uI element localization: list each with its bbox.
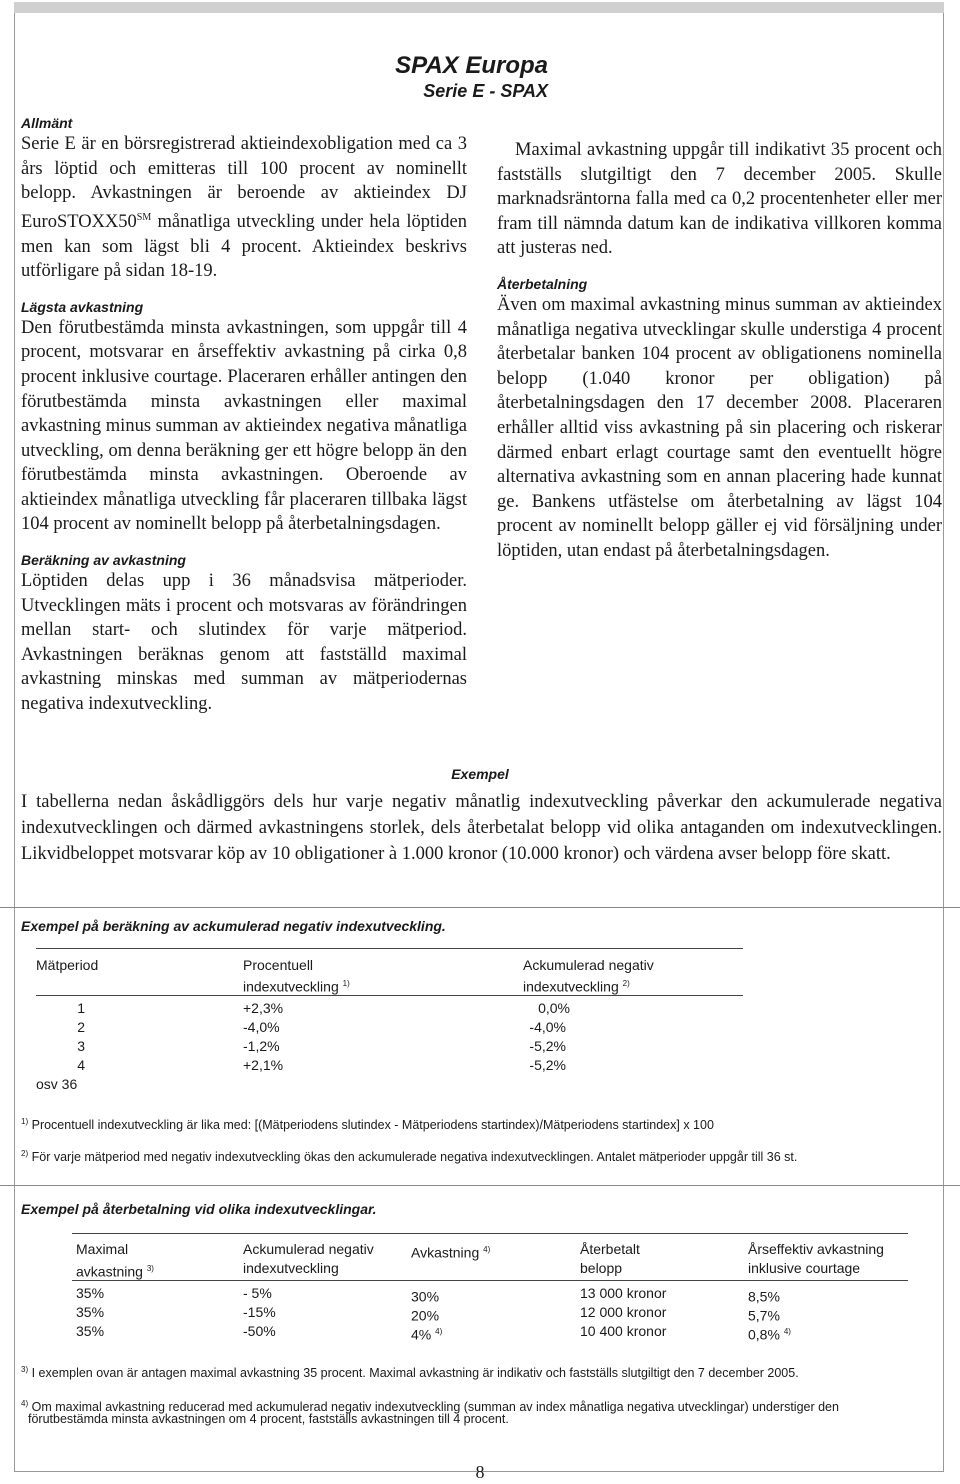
page-number: 8 (475, 1462, 485, 1482)
table2-row-ater: 10 400 kronor (580, 1323, 667, 1339)
table2-row-max: 35% (76, 1285, 105, 1301)
table2-header-max-line1: Maximal (76, 1241, 129, 1257)
section-heading-lagsta: Lägsta avkastning (21, 298, 144, 315)
section-heading-aterbetalning: Återbetalning (497, 275, 588, 292)
table1-row-acc: -5,2% (529, 1038, 566, 1054)
table2-row-acc: -50% (243, 1323, 276, 1339)
table2-header-ars-line2: inklusive courtage (748, 1260, 861, 1276)
divider (0, 907, 960, 908)
allmant-text: Serie E är en börsregistrerad aktieindexobligation med ca 3 års löptid och emitteras till 100 procent av nominellt belopp. Avkastningen är beroende av aktieindex DJ EuroSTOXX50℠ månatliga utveckling under hela löptiden men kan som lägst bli 4 procent. Aktieindex beskrivs utförligare på sidan 18-19. (21, 134, 467, 282)
footnote-2: $^{2)}$ För varje mätperiod med negativ indexutveckling ökas den ackumulerade negativa indexutvecklingen. Antalet mätperioder uppgår till 36 st. (21, 1149, 798, 1165)
table1-row-period: 3 (77, 1038, 85, 1054)
table1-row-pct: -4,0% (243, 1019, 280, 1035)
table2-row-acc: - 5% (243, 1285, 272, 1301)
table2-title: Exempel på återbetalning vid olika indexutvecklingar. (21, 1201, 377, 1217)
table2-row-avk: 30% (411, 1288, 440, 1305)
document-title: SPAX Europa (395, 52, 548, 79)
table2-row-ater: 13 000 kronor (580, 1285, 667, 1301)
document-subtitle: Serie E - SPAX (423, 81, 548, 101)
table2-header-max-line2: avkastning $^{3)}$ (76, 1263, 154, 1280)
lagsta-text: Den förutbestämda minsta avkastningen, som uppgår till 4 procent, motsvarar en årseffektiv avkastning på cirka 0,8 procent inklusive courtage. Placeraren erhåller antingen den förutbestämda minsta avkastningen eller maximal avkastning minus summan av aktieindex negativa månatliga utveckling, om denna beräkning ger ett högre belopp än den förutbestämda minsta avkastningen. Oberoende av aktieindex månatliga utveckling får placeraren tillbaka lägst 104 procent av nominellt belopp på återbetalningsdagen. (21, 317, 467, 535)
table2-row-ars: 0,8% $^{4)}$ (748, 1326, 791, 1343)
table1-row-acc: 0,0% (538, 1000, 570, 1016)
table1-row-period: 4 (77, 1057, 85, 1073)
left-column (21, 114, 467, 715)
table1-top-rule (36, 948, 743, 949)
exempel-heading: Exempel (451, 766, 509, 782)
service-mark: SM (136, 211, 152, 223)
table1-row-acc: -5,2% (529, 1057, 566, 1073)
footnote-3: $^{3)}$ I exemplen ovan är antagen maximal avkastning 35 procent. Maximal avkastning är indikativ och fastställs slutgiltigt den 7 december 2005. (21, 1365, 799, 1381)
right-column (497, 138, 942, 564)
divider (0, 1185, 960, 1186)
table1-row-pct: +2,3% (243, 1000, 284, 1016)
table2-row-ars: 8,5% (748, 1288, 780, 1305)
table2-header-ater-line2: belopp (580, 1260, 623, 1276)
table1-row-period: 2 (77, 1019, 85, 1035)
table1-header-pct-line1: Procentuell (243, 957, 314, 973)
table2-header-avk: Avkastning $^{4)}$ (411, 1244, 491, 1261)
table2-row-avk: 20% (411, 1307, 440, 1324)
table1-header-pct-line2: indexutveckling $^{1)}$ (243, 978, 350, 995)
table1-row-period: 1 (77, 1000, 85, 1016)
berakning-para2: Maximal avkastning uppgår till indikativt 35 procent och fastställs slutgiltigt den 7 december 2005. Skulle marknadsräntorna falla med ca 0,2 procentenheter eller mer fram till nämnda datum kan de indikativa villkoren komma att justeras ned. (497, 140, 942, 259)
table1-header-period: Mätperiod (36, 957, 99, 973)
document-header (395, 52, 548, 102)
table2-header-rule (72, 1280, 908, 1281)
top-gray-bar (14, 2, 944, 13)
berakning-text: Löptiden delas upp i 36 månadsvisa mätperioder. Utvecklingen mäts i procent och motsvaras av förändringen mellan start- och slutindex för varje mätperiod. Avkastningen beräknas genom att fastställd maximal avkastning minskas med summan av mätperiodernas negativa indexutveckling. (21, 571, 467, 715)
footnote-4: $^{4)}$ Om maximal avkastning reducerad med ackumulerad negativ indexutveckling (summan av index månatliga negativa utvecklingar) understiger den (21, 1399, 839, 1415)
table1-row-pct: -1,2% (243, 1038, 280, 1054)
table1-header-acc-line2: indexutveckling $^{2)}$ (523, 978, 630, 995)
table2-row-max: 35% (76, 1323, 105, 1339)
table1-row-acc: -4,0% (529, 1019, 566, 1035)
table1-title: Exempel på beräkning av ackumulerad negativ indexutveckling. (21, 918, 446, 934)
table2-header-acc-line2: indexutveckling (243, 1260, 339, 1276)
table1-row-pct: +2,1% (243, 1057, 284, 1073)
table2-header-ater-line1: Återbetalt (580, 1241, 640, 1257)
table2-row-avk: 4% $^{4)}$ (411, 1326, 443, 1343)
table2-top-rule (72, 1233, 908, 1234)
table2-header-ars-line1: Årseffektiv avkastning (748, 1241, 884, 1257)
table1-header-rule (36, 995, 743, 996)
table2-row-ars: 5,7% (748, 1307, 780, 1324)
table2-row-max: 35% (76, 1304, 105, 1320)
table2-header-acc-line1: Ackumulerad negativ (243, 1241, 374, 1257)
section-heading-allmant: Allmänt (21, 115, 73, 131)
exempel-text: I tabellerna nedan åskådliggörs dels hur varje negativ månatlig indexutveckling påverkar den ackumulerade negativa indexutvecklingen och därmed avkastningens storlek, dels återbetalat belopp vid olika antaganden om indexutvecklingen. Likvidbeloppet motsvarar köp av 10 obligationer à 1.000 kronor (10.000 kronor) och värdena avser belopp före skatt. (21, 792, 942, 864)
footnote-1: $^{1)}$ Procentuell indexutveckling är lika med: [(Mätperiodens slutindex - Mätperiodens startindex)/Mätperiodens startindex] x 100 (21, 1117, 714, 1133)
table2-row-acc: -15% (243, 1304, 276, 1320)
aterbetalning-text: Även om maximal avkastning minus summan av aktieindex månatliga negativa utvecklingar skulle understiga 4 procent återbetalar banken 104 procent av obligationens nominella belopp (1.040 kronor per obligation) på återbetalningsdagen den 17 december 2008. Placeraren erhåller alltid viss avkastning på sin placering och riskerar därmed enbart erlagt courtage samt den eventuellt högre alternativa avkastning som en annan placering hade kunnat ge. Bankens utfästelse om återbetalning av lägst 104 procent av nominellt belopp gäller ej vid försäljning under löptiden, utan endast på återbetalningsdagen. (497, 294, 942, 561)
footnote-4-continued: förutbestämda minsta avkastningen om 4 procent, fastställs avkastningen till 4 procent. (28, 1412, 509, 1426)
section-heading-berakning: Beräkning av avkastning (21, 552, 186, 569)
table1-header-acc-line1: Ackumulerad negativ (523, 957, 654, 973)
table2-row-ater: 12 000 kronor (580, 1304, 667, 1320)
table1-last-row: osv 36 (36, 1076, 78, 1092)
